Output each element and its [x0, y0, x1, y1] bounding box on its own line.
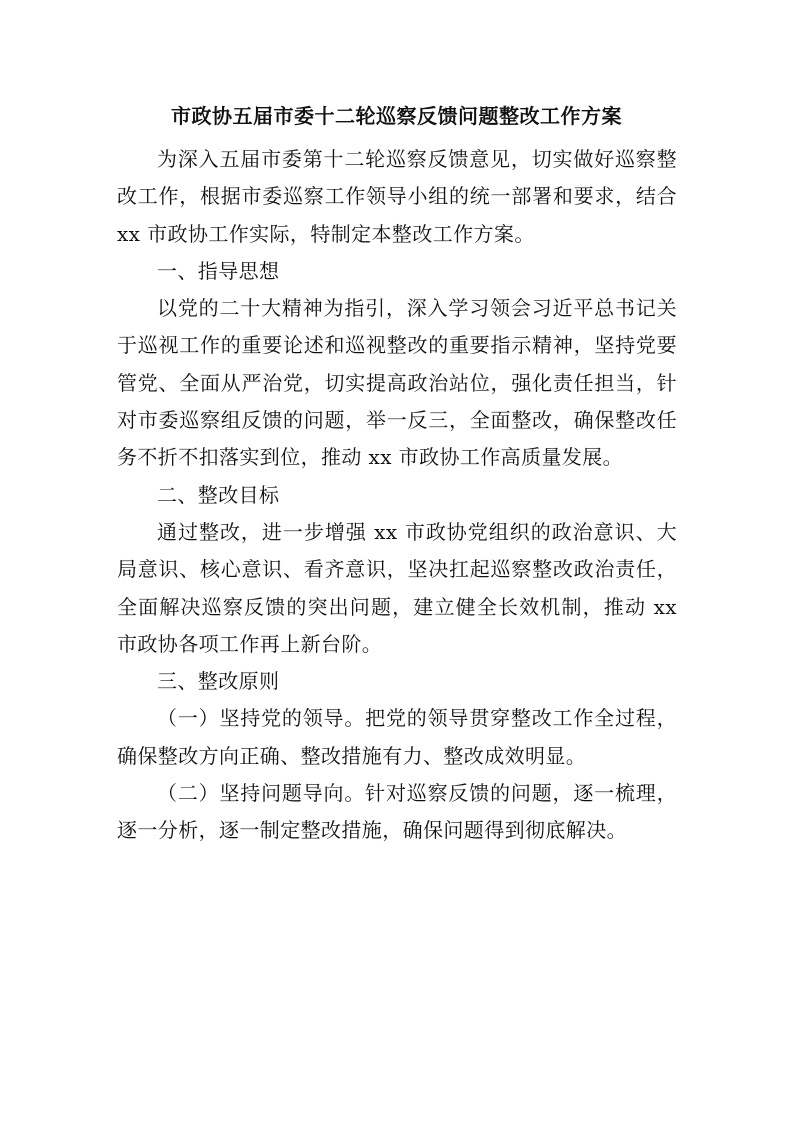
document-body — [117, 141, 677, 850]
goals-paragraph: 通过整改，进一步增强 xx 市政协党组织的政治意识、大局意识、核心意识、看齐意识，坚决扛起巡察整改政治责任，全面解决巡察反馈的突出问题，建立健全长效机制，推动 xx 市政协各项工作再上新台阶。 — [117, 519, 677, 656]
principle-1-paragraph: （一）坚持党的领导。把党的领导贯穿整改工作全过程，确保整改方向正确、整改措施有力、整改成效明显。 — [117, 706, 677, 768]
section-heading-principles: 三、整改原则 — [157, 669, 280, 694]
section-heading-guiding-ideology: 一、指导思想 — [157, 258, 280, 283]
document-title: 市政协五届市委十二轮巡察反馈问题整改工作方案 — [171, 104, 622, 128]
guiding-ideology-paragraph: 以党的二十大精神为指引，深入学习领会习近平总书记关于巡视工作的重要论述和巡视整改的重要指示精神，坚持党要管党、全面从严治党，切实提高政治站位，强化责任担当，针对市委巡察组反馈的问题，举一反三，全面整改，确保整改任务不折不扣落实到位，推动 xx 市政协工作高质量发展。 — [117, 296, 677, 470]
intro-paragraph: 为深入五届市委第十二轮巡察反馈意见，切实做好巡察整改工作，根据市委巡察工作领导小组的统一部署和要求，结合 xx 市政协工作实际，特制定本整改工作方案。 — [117, 147, 677, 246]
section-heading-goals: 二、整改目标 — [157, 482, 280, 507]
principle-2-paragraph: （二）坚持问题导向。针对巡察反馈的问题，逐一梳理，逐一分析，逐一制定整改措施，确保问题得到彻底解决。 — [117, 781, 677, 843]
